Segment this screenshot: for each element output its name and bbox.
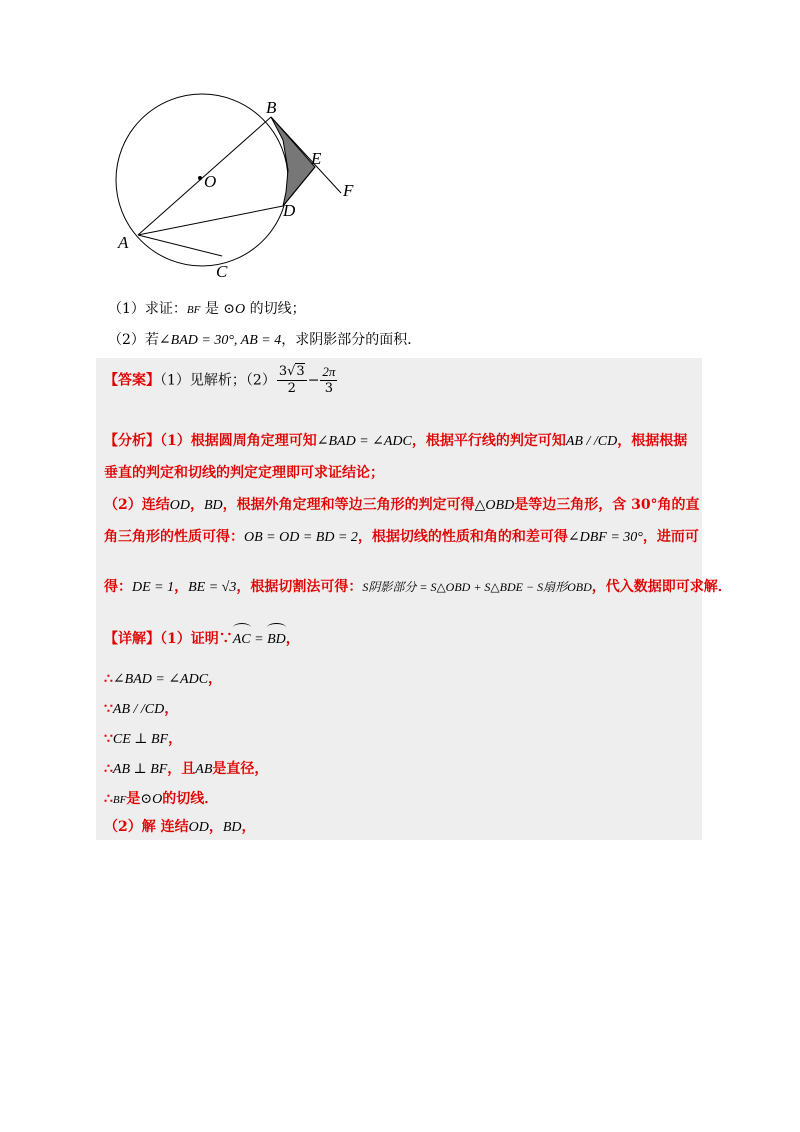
detail-text: 是 xyxy=(126,791,141,807)
math-triangle-obd: △OBD xyxy=(474,498,515,513)
analysis-tag: 【分析】 xyxy=(104,433,160,449)
math-bd: BD xyxy=(203,498,223,513)
q1-o: O xyxy=(235,302,246,317)
equals-sign: = xyxy=(250,632,268,647)
fraction-1-denominator: 2 xyxy=(287,381,296,396)
fraction-2 xyxy=(320,364,337,397)
detail-tag: 【详解】 xyxy=(104,631,160,647)
label-o: O xyxy=(204,172,217,191)
math-be: BE = √3 xyxy=(188,580,237,595)
math-ab: AB xyxy=(195,762,213,777)
analysis-text: ，根据平行线的判定可知 xyxy=(411,433,566,449)
math-bf: BF xyxy=(112,794,127,806)
because-symbol: ∵ xyxy=(104,731,113,747)
analysis-text: 是等边三角形，含 30°角的直 xyxy=(514,497,700,513)
analysis-text: （1）根据圆周角定理可知 xyxy=(160,433,317,449)
shaded-region xyxy=(271,117,315,206)
math-od: OD xyxy=(188,820,209,835)
analysis-text: ，根据切线的性质和角的和差可得 xyxy=(357,529,568,545)
math-area-formula: S阴影部分 = S△OBD + S△BDE − S扇形OBD xyxy=(362,580,592,594)
detail-text: 的切线． xyxy=(162,791,219,807)
center-dot xyxy=(198,176,202,180)
separator: ， xyxy=(241,819,256,835)
segment-bf xyxy=(271,117,341,193)
q2-tail: ，求阴影部分的面积． xyxy=(281,332,422,348)
label-c: C xyxy=(216,262,228,281)
detail-text: （1）证明∵ xyxy=(160,631,233,647)
fraction-2-denominator: 3 xyxy=(324,381,334,396)
separator: ， xyxy=(168,731,183,747)
detail-text: 是直径， xyxy=(212,761,269,777)
fraction-1-numerator: 3√3 xyxy=(278,364,305,379)
question-2 xyxy=(108,329,421,351)
arc-bd: BD xyxy=(267,629,286,651)
detail-line-7 xyxy=(104,816,256,839)
circle-o xyxy=(116,94,288,266)
math-de: DE = 1 xyxy=(132,580,175,595)
answer-text: （1）见解析；（2） xyxy=(160,372,276,389)
geometry-figure xyxy=(100,80,400,290)
q1-number: （1） xyxy=(108,301,145,317)
math-angle-eq: ∠BAD = ∠ADC xyxy=(316,434,412,449)
q1-lead: 求证： xyxy=(144,301,187,317)
because-symbol: ∵ xyxy=(104,701,113,717)
q1-tail: 的切线； xyxy=(245,301,306,317)
detail-text: （2）解 连结 xyxy=(104,819,189,835)
math-perpendicular: AB ⊥ BF xyxy=(112,762,168,777)
math-parallel: AB / /CD xyxy=(565,434,618,449)
analysis-line-1 xyxy=(104,430,687,453)
detail-line-2 xyxy=(104,668,222,691)
arc-ac: AC xyxy=(233,629,251,651)
segment-ad xyxy=(138,206,283,235)
analysis-line-3 xyxy=(104,494,700,517)
q2-number: （2） xyxy=(108,332,145,348)
label-b: B xyxy=(266,98,277,117)
answer-line xyxy=(104,364,338,397)
label-e: E xyxy=(311,149,322,168)
detail-line-3 xyxy=(104,698,178,721)
math-od: OD xyxy=(169,498,190,513)
analysis-text: 得： xyxy=(104,579,132,595)
analysis-text: ，根据切割法可得： xyxy=(236,579,363,595)
separator: ， xyxy=(164,701,179,717)
label-f: F xyxy=(343,181,354,200)
detail-line-1 xyxy=(104,628,300,651)
analysis-line-4 xyxy=(104,526,699,549)
therefore-symbol: ∴ xyxy=(104,671,113,687)
fraction-2-numerator: 2π xyxy=(322,364,336,379)
math-bd: BD xyxy=(222,820,242,835)
q2-condition: ∠BAD = 30°, AB = 4 xyxy=(158,333,282,348)
math-angle-eq: ∠BAD = ∠ADC xyxy=(112,672,209,687)
numerator-coefficient: 3 xyxy=(278,364,288,379)
separator: ， xyxy=(285,631,300,647)
analysis-text: 垂直的判定和切线的判定定理即可求证结论； xyxy=(104,465,384,481)
answer-panel xyxy=(96,358,732,840)
q2-lead: 若 xyxy=(144,332,159,348)
analysis-text: ，进而可 xyxy=(642,529,699,545)
detail-text: ，且 xyxy=(167,761,196,777)
analysis-text: （2）连结 xyxy=(104,497,170,513)
analysis-line-5 xyxy=(104,576,732,599)
separator: ， xyxy=(189,497,204,513)
analysis-text: 角三角形的性质可得： xyxy=(104,529,244,545)
separator: ， xyxy=(174,579,189,595)
numerator-radicand: 3 xyxy=(296,364,305,379)
circle-symbol: ⊙ xyxy=(223,301,236,317)
label-d: D xyxy=(283,201,296,220)
label-a: A xyxy=(118,233,129,252)
analysis-line-2 xyxy=(104,462,384,484)
q1-is: 是 xyxy=(200,301,224,317)
detail-line-5 xyxy=(104,758,268,781)
q1-bf: BF xyxy=(186,304,201,316)
separator: ， xyxy=(208,819,223,835)
fraction-1 xyxy=(277,364,307,397)
separator: ， xyxy=(208,671,223,687)
segment-ac xyxy=(138,235,222,256)
therefore-symbol: ∴ xyxy=(104,791,113,807)
math-perpendicular: CE ⊥ BF xyxy=(112,732,169,747)
detail-line-6 xyxy=(104,788,218,811)
detail-line-4 xyxy=(104,728,182,751)
analysis-text: ，根据根据 xyxy=(617,433,688,449)
math-equal-sides: OB = OD = BD = 2 xyxy=(244,530,358,545)
therefore-symbol: ∴ xyxy=(104,761,113,777)
circle-o-symbol: ⊙O xyxy=(140,792,163,807)
answer-tag: 【答案】 xyxy=(104,372,160,389)
math-parallel: AB / /CD xyxy=(112,702,165,717)
minus-sign: − xyxy=(307,372,320,389)
analysis-text: ，根据外角定理和等边三角形的判定可得 xyxy=(222,497,475,513)
analysis-text: ，代入数据即可求解． xyxy=(591,579,732,595)
question-1 xyxy=(108,298,306,320)
math-angle-dbf: ∠DBF = 30° xyxy=(567,530,643,545)
